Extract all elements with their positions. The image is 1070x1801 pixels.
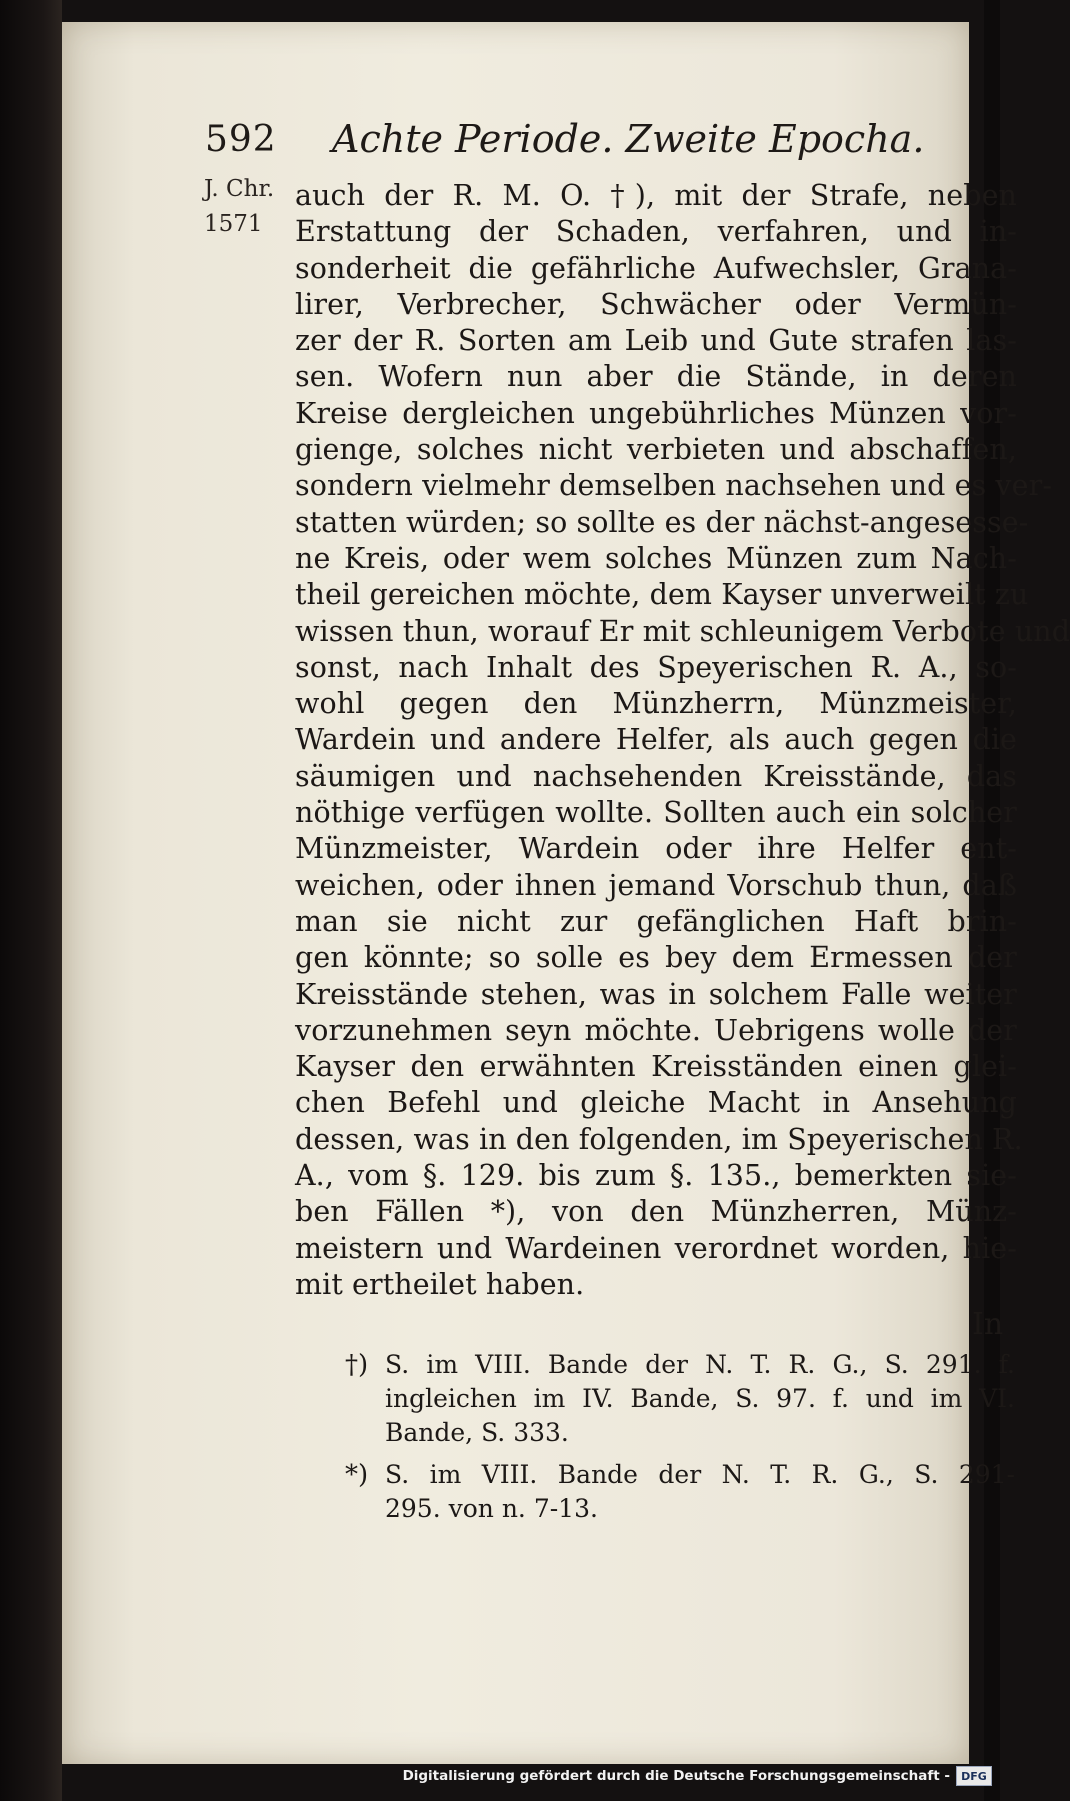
text-line: A., vom §. 129. bis zum §. 135., bemerkten sie-: [295, 1159, 1017, 1193]
text-line: chen Befehl und gleiche Macht in Ansehung: [295, 1086, 1017, 1120]
text-line: vorzunehmen seyn möchte. Uebrigens wolle der: [295, 1013, 1017, 1047]
text-line: gienge, solches nicht verbieten und abschaffen,: [295, 433, 1017, 467]
footnote-line: ingleichen im IV. Bande, S. 97. f. und im VI.: [385, 1384, 1015, 1413]
footnote-mark: *): [345, 1460, 369, 1490]
footnote-line: S. im VIII. Bande der N. T. R. G., S. 291-: [385, 1460, 1015, 1489]
text-line: wohl gegen den Münzherrn, Münzmeister,: [295, 687, 1017, 721]
text-line: sonderheit die gefährliche Aufwechsler, Grana-: [295, 251, 1017, 285]
text-line: nöthige verfügen wollte. Sollten auch ein solcher: [295, 796, 1017, 830]
footnote-mark: †): [345, 1350, 369, 1380]
footnote-line: S. im VIII. Bande der N. T. R. G., S. 291. f.: [385, 1350, 1015, 1379]
text-line: wissen thun, worauf Er mit schleunigem Verbote und: [295, 614, 1070, 648]
text-line: lirer, Verbrecher, Schwächer oder Vermün-: [295, 287, 1017, 321]
text-line: ben Fällen *), von den Münzherren, Münz-: [295, 1195, 1017, 1229]
dfg-logo: DFG: [956, 1766, 992, 1786]
footnote-line: Bande, S. 333.: [385, 1418, 569, 1447]
footnote: [345, 1458, 1015, 1526]
scan-left-edge: [0, 0, 62, 1801]
text-line: man sie nicht zur gefänglichen Haft brin-: [295, 904, 1017, 938]
text-line: meistern und Wardeinen verordnet worden, hie-: [295, 1231, 1017, 1265]
credit-text: Digitalisierung gefördert durch die Deutsche Forschungsgemeinschaft -: [402, 1768, 950, 1784]
text-line: dessen, was in den folgenden, im Speyerischen R.: [295, 1122, 1023, 1156]
book-page: [62, 22, 1070, 1764]
text-line: auch der R. M. O. †), mit der Strafe, neben: [295, 179, 1017, 212]
text-line: sonst, nach Inhalt des Speyerischen R. A., so-: [295, 650, 1017, 684]
text-line: Kreise dergleichen ungebührliches Münzen vor-: [295, 396, 1017, 430]
text-line: mit ertheilet haben.: [295, 1267, 585, 1301]
text-line: sondern vielmehr demselben nachsehen und es ver-: [295, 469, 1053, 503]
running-title: Achte Periode. Zweite Epocha.: [332, 117, 925, 161]
page-header: [62, 119, 969, 171]
text-line: sen. Wofern nun aber die Stände, in deren: [295, 360, 1017, 394]
text-line: Erstattung der Schaden, verfahren, und in-: [295, 215, 1017, 249]
catchword: In: [972, 1307, 1004, 1342]
text-line: ne Kreis, oder wem solches Münzen zum Nach-: [295, 541, 1017, 575]
footnote-line: 295. von n. 7-13.: [385, 1494, 598, 1523]
text-line: statten würden; so sollte es der nächst-angesesse-: [295, 505, 1029, 539]
text-line: säumigen und nachsehenden Kreisstände, das: [295, 759, 1017, 793]
page-number: 592: [205, 119, 277, 160]
text-line: Wardein und andere Helfer, als auch gegen die: [295, 723, 1017, 757]
main-text-block: [295, 178, 1070, 1303]
text-line: zer der R. Sorten am Leib und Gute strafen las-: [295, 324, 1017, 358]
footnotes: [345, 1348, 1015, 1534]
margin-year: 1571: [204, 211, 263, 237]
footnote: [345, 1348, 1015, 1450]
digitization-credit: [403, 1765, 992, 1787]
text-line: theil gereichen möchte, dem Kayser unverweilt zu: [295, 578, 1029, 612]
text-line: weichen, oder ihnen jemand Vorschub thun, daß: [295, 868, 1017, 902]
margin-era-label: J. Chr.: [204, 176, 275, 202]
text-line: Kreisstände stehen, was in solchem Falle weiter: [295, 977, 1017, 1011]
text-line: gen könnte; so solle es bey dem Ermessen der: [295, 941, 1017, 975]
text-line: Münzmeister, Wardein oder ihre Helfer ent-: [295, 832, 1017, 866]
text-line: Kayser den erwähnten Kreisständen einen glei-: [295, 1050, 1017, 1084]
